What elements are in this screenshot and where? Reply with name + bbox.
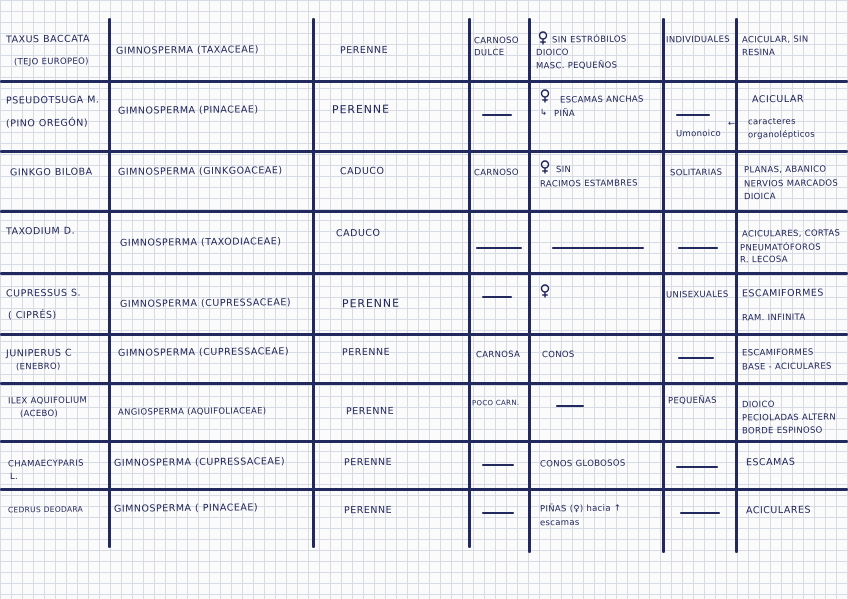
species-name: TAXUS BACCATA	[5, 33, 91, 46]
flowers-cell: CONOS	[541, 349, 575, 361]
fruit-cell: CARNOSA	[475, 349, 521, 361]
habit-cell: CADUCO	[335, 227, 381, 240]
inflorescence-cell: PEQUEÑAS	[667, 395, 717, 407]
empty-dash	[552, 247, 644, 249]
row-divider-4	[0, 272, 848, 275]
leaves-cell: DIOICA	[743, 191, 776, 203]
species-common-name: ( CIPRÉS)	[7, 309, 57, 322]
row-divider-5	[0, 333, 848, 336]
column-divider-2	[312, 18, 315, 548]
row-divider-7	[0, 440, 848, 443]
row-divider-1	[0, 80, 848, 83]
leaves-cell: ESCAMAS	[745, 456, 796, 469]
column-divider-3	[468, 18, 471, 548]
habit-cell: PERENNE	[343, 504, 393, 517]
empty-dash	[482, 464, 514, 466]
species-common-name: (ENEBRO)	[15, 361, 61, 373]
flowers-cell: MASC. PEQUEÑOS	[535, 60, 618, 72]
column-divider-6	[735, 18, 738, 553]
empty-dash	[482, 114, 512, 116]
division-cell: ANGIOSPERMA (AQUIFOLIACEAE)	[117, 406, 267, 418]
habit-cell: PERENNE	[345, 405, 395, 418]
venus-icon	[540, 284, 550, 298]
row-divider-3	[0, 210, 848, 213]
habit-cell: PERENNE	[341, 346, 391, 359]
division-cell: GIMNOSPERMA (GINKGOACEAE)	[117, 165, 283, 178]
flowers-cell: PIÑA	[553, 108, 576, 120]
habit-cell: PERENNE	[341, 296, 400, 311]
species-name: GINKGO BILOBA	[9, 166, 93, 179]
habit-cell: PERENNE	[331, 102, 390, 117]
species-name: PSEUDOTSUGA M.	[5, 94, 100, 107]
division-cell: GIMNOSPERMA ( PINACEAE)	[113, 502, 259, 515]
leaves-cell: PLANAS, ABANICO	[743, 164, 827, 176]
species-name: CEDRUS DEODARA	[7, 504, 84, 515]
empty-dash	[676, 466, 718, 468]
column-divider-1	[108, 18, 111, 548]
fruit-cell: CARNOSO	[473, 167, 519, 179]
leaves-cell: PNEUMATÓFOROS	[739, 242, 821, 254]
division-cell: GIMNOSPERMA (TAXACEAE)	[115, 44, 260, 57]
habit-cell: PERENNE	[343, 456, 393, 469]
empty-dash	[678, 357, 714, 359]
leaves-cell: RAM. INFINITA	[741, 312, 806, 324]
leaves-cell: ACICULARES	[745, 504, 812, 517]
inflorescence-note: Umonoico	[675, 128, 721, 140]
species-common-name: (ACEBO)	[19, 408, 59, 420]
leaves-cell: ACICULAR	[751, 93, 805, 106]
division-cell: GIMNOSPERMA (CUPRESSACEAE)	[117, 346, 290, 359]
empty-dash	[676, 114, 710, 116]
empty-dash	[476, 247, 522, 249]
flowers-cell: SIN	[555, 164, 572, 176]
species-common-name: L.	[9, 471, 19, 483]
species-common-name: (PINO OREGÓN)	[5, 117, 89, 130]
leaves-cell: DIOICO	[741, 399, 775, 411]
leaves-cell: BORDE ESPINOSO	[741, 425, 823, 437]
leaves-cell: BASE - ACICULARES	[741, 361, 832, 373]
column-divider-5	[662, 18, 665, 553]
flowers-cell: ESCAMAS ANCHAS	[559, 94, 644, 106]
leaves-cell: NERVIOS MARCADOS	[743, 178, 839, 190]
fruit-cell: CARNOSO DULCE	[473, 35, 519, 59]
division-cell: GIMNOSPERMA (CUPRESSACEAE)	[119, 297, 292, 310]
leaves-cell: organolépticos	[747, 129, 815, 141]
flowers-cell: SIN ESTRÓBILOS	[551, 34, 627, 46]
column-divider-4	[528, 18, 531, 553]
division-cell: GIMNOSPERMA (CUPRESSACEAE)	[113, 456, 286, 469]
venus-icon	[538, 31, 548, 45]
species-name: JUNIPERUS C	[5, 347, 73, 360]
leaves-cell: caracteres	[747, 116, 796, 128]
flowers-cell: CONOS GLOBOSOS	[539, 458, 626, 470]
leaves-cell: ACICULAR, SIN	[741, 34, 809, 46]
division-cell: GIMNOSPERMA (PINACEAE)	[117, 104, 259, 117]
species-name: ILEX AQUIFOLIUM	[7, 395, 88, 407]
empty-dash	[680, 512, 720, 514]
empty-dash	[482, 296, 512, 298]
venus-icon	[540, 89, 550, 103]
flowers-cell: DIOICO	[535, 47, 569, 59]
flowers-cell: PIÑAS (♀) hacia ↑	[539, 503, 622, 515]
empty-dash	[678, 247, 718, 249]
row-divider-8	[0, 488, 848, 491]
division-cell: GIMNOSPERMA (TAXODIACEAE)	[119, 236, 282, 249]
fruit-cell: POCO CARN.	[471, 398, 520, 408]
empty-dash	[482, 512, 514, 514]
species-name: CHAMAECYPARIS	[7, 458, 84, 470]
inflorescence-cell: SOLITARIAS	[669, 167, 723, 179]
flowers-cell: escamas	[539, 517, 580, 529]
inflorescence-cell: UNISEXUALES	[665, 289, 729, 301]
flowers-cell: RACIMOS ESTAMBRES	[539, 178, 638, 190]
leaves-cell: RESINA	[741, 47, 776, 59]
species-name: CUPRESSUS S.	[5, 287, 82, 300]
venus-icon	[540, 160, 550, 174]
arrow-icon: ←	[727, 118, 736, 130]
species-name: TAXODIUM D.	[5, 225, 76, 238]
row-divider-2	[0, 150, 848, 153]
leaves-cell: ACICULARES, CORTAS	[741, 228, 841, 240]
habit-cell: CADUCO	[339, 165, 385, 178]
leaves-cell: PECIOLADAS ALTERN	[741, 412, 837, 424]
species-common-name: (TEJO EUROPEO)	[13, 56, 89, 68]
habit-cell: PERENNE	[339, 44, 389, 57]
row-divider-6	[0, 382, 848, 385]
leaves-cell: ESCAMIFORMES	[741, 347, 814, 359]
leaves-cell: R. LECOSA	[739, 254, 788, 266]
empty-dash	[556, 405, 584, 407]
inflorescence-cell: INDIVIDUALES	[665, 34, 730, 46]
arrow-icon: ↳	[539, 107, 548, 119]
leaves-cell: ESCAMIFORMES	[741, 287, 824, 300]
